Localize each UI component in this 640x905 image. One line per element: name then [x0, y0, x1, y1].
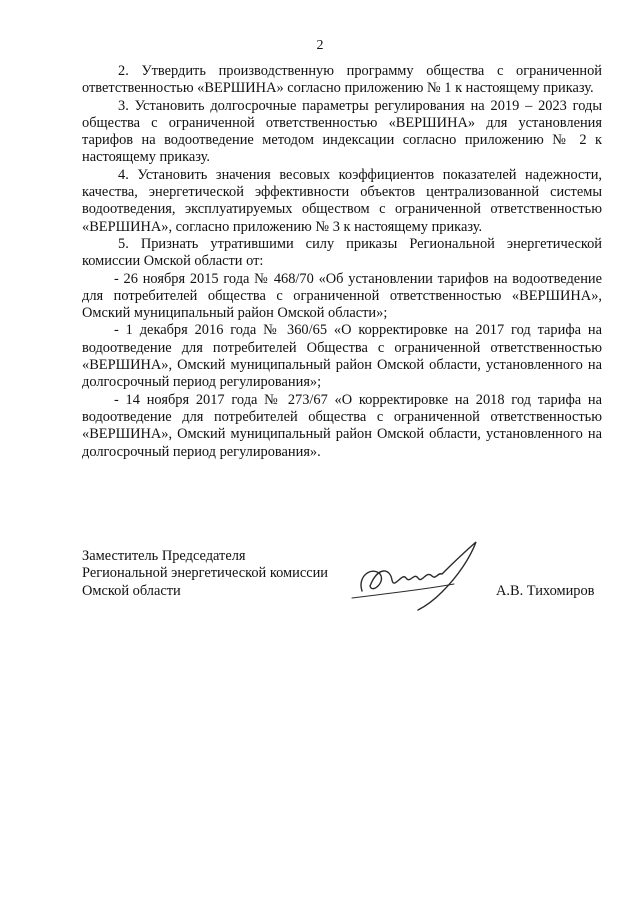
list-item-order-2015: - 26 ноября 2015 года № 468/70 «Об установлении тарифов на водоотведение для потребителей общества с ограниченной ответственностью «ВЕРШИНА», Омский муниципальный район Омской области»;	[82, 270, 602, 322]
signer-title-line: Заместитель Председателя	[82, 548, 246, 564]
signer-title-line: Омской области	[82, 582, 181, 599]
paragraph-2: 2. Утвердить производственную программу общества с ограниченной ответственностью «ВЕРШИНА» согласно приложению № 1 к настоящему приказу.	[82, 63, 602, 97]
paragraph-3: 3. Установить долгосрочные параметры регулирования на 2019 – 2023 годы общества с ограниченной ответственностью «ВЕРШИНА» для установления тарифов на водоотведение методом индексации согласно приложению № 2 к настоящему приказу.	[82, 97, 602, 166]
list-item-order-2017: - 14 ноября 2017 года № 273/67 «О корректировке на 2018 год тарифа на водоотведение для потребителей общества с ограниченной ответственностью «ВЕРШИНА», Омский муниципальный район Омской области, установленного на долгосрочный период регулирования».	[82, 391, 602, 460]
paragraph-5: 5. Признать утратившими силу приказы Региональной энергетической комиссии Омской области от:	[82, 235, 602, 270]
signer-name: А.В. Тихомиров	[496, 582, 595, 599]
signature-block	[82, 548, 602, 600]
signer-title-line: Региональной энергетической комиссии	[82, 565, 328, 582]
document-body	[82, 63, 602, 461]
list-item-order-2016: - 1 декабря 2016 года № 360/65 «О корректировке на 2017 год тарифа на водоотведение для потребителей Общества с ограниченной ответственностью «ВЕРШИНА», Омский муниципальный район Омской области, установленного на долгосрочный период регулирования»;	[82, 322, 602, 391]
handwritten-signature	[342, 536, 492, 616]
paragraph-4: 4. Установить значения весовых коэффициентов показателей надежности, качества, энергетической эффективности объектов централизованной системы водоотведения, эксплуатируемых обществом с ограниченной ответственностью «ВЕРШИНА», согласно приложению № 3 к настоящему приказу.	[82, 166, 602, 235]
page-number: 2	[316, 38, 324, 53]
